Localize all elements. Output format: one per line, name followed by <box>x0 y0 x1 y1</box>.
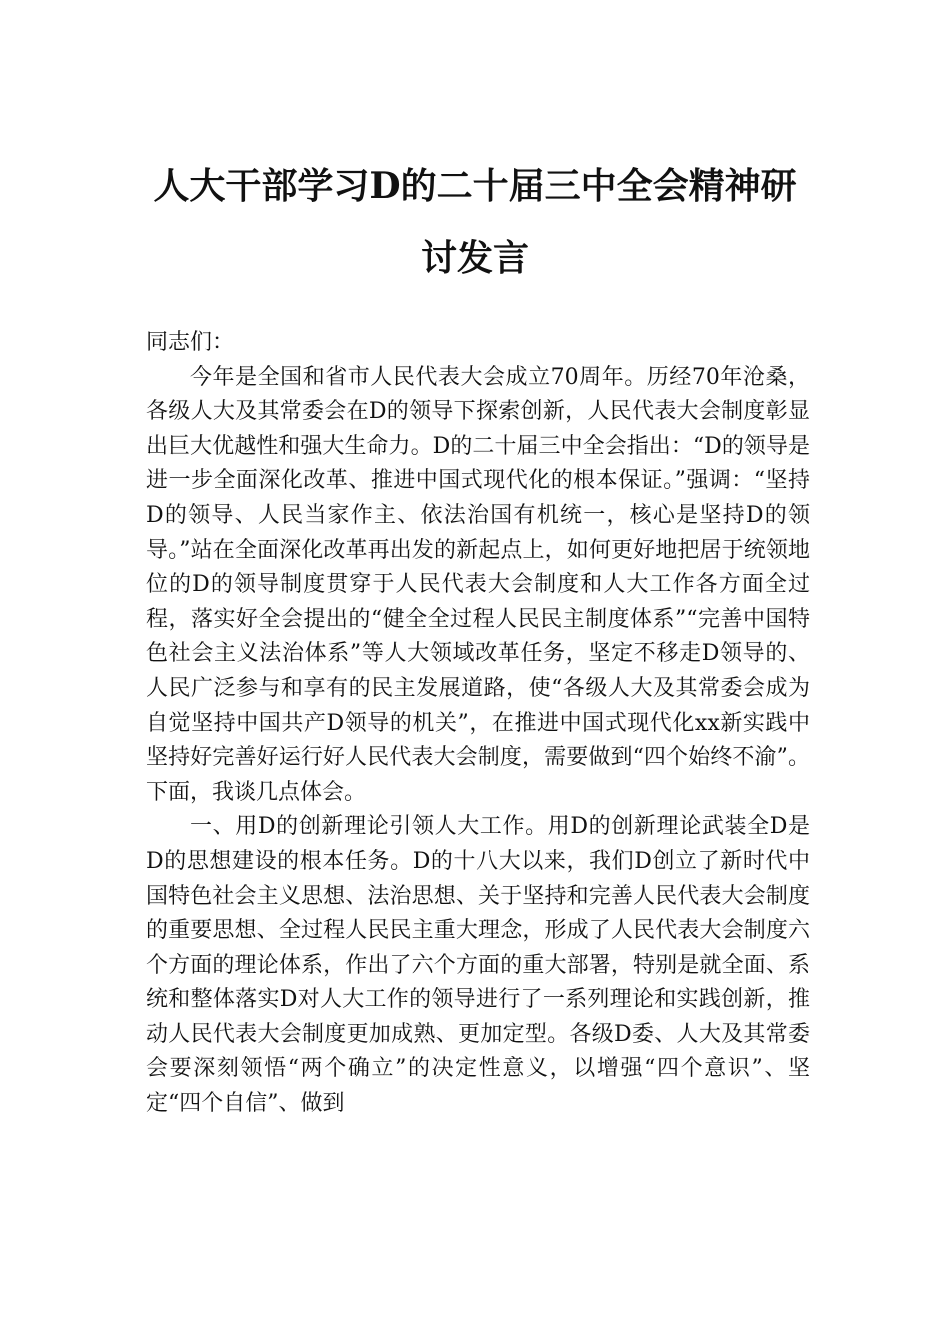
salutation: 同志们： <box>146 330 235 355</box>
paragraph-2: 一、用D的创新理论引领人大工作。用D的创新理论武装全D是D的思想建设的根本任务。D的十八大以来，我们D创立了新时代中国特色社会主义思想、法治思想、关于坚持和完善人民代表大会制度的重要思想、全过程人民民主重大理念，形成了人民代表大会制度六个方面的理论体系，作出了六个方面的重大部署，特别是就全面、系统和整体落实D对人大工作的领导进行了一系列理论和实践创新，推动人民代表大会制度更加成熟、更加定型。各级D委、人大及其常委会要深刻领悟“两个确立”的决定性意义，以增强“四个意识”、坚定“四个自信”、做到 <box>146 814 810 1117</box>
document-body <box>146 326 810 1122</box>
document-title-line-1: 人大干部学习D的二十届三中全会精神研 <box>153 165 797 207</box>
paragraph-1: 今年是全国和省市人民代表大会成立70周年。历经70年沧桑，各级人大及其常委会在D的领导下探索创新，人民代表大会制度彰显出巨大优越性和强大生命力。D的二十届三中全会指出：“D的领导是进一步全面深化改革、推进中国式现代化的根本保证。”强调：“坚持D的领导、人民当家作主、依法治国有机统一，核心是坚持D的领导。”站在全面深化改革再出发的新起点上，如何更好地把居于统领地位的D的领导制度贯穿于人民代表大会制度和人大工作各方面全过程，落实好全会提出的“健全全过程人民民主制度体系”“完善中国特色社会主义法治体系”等人大领域改革任务，坚定不移走D领导的、人民广泛参与和享有的民主发展道路，使“各级人大及其常委会成为自觉坚持中国共产D领导的机关”，在推进中国式现代化xx新实践中坚持好完善好运行好人民代表大会制度，需要做到“四个始终不渝”。下面，我谈几点体会。 <box>146 364 810 805</box>
document-title-line-2: 讨发言 <box>420 237 529 279</box>
